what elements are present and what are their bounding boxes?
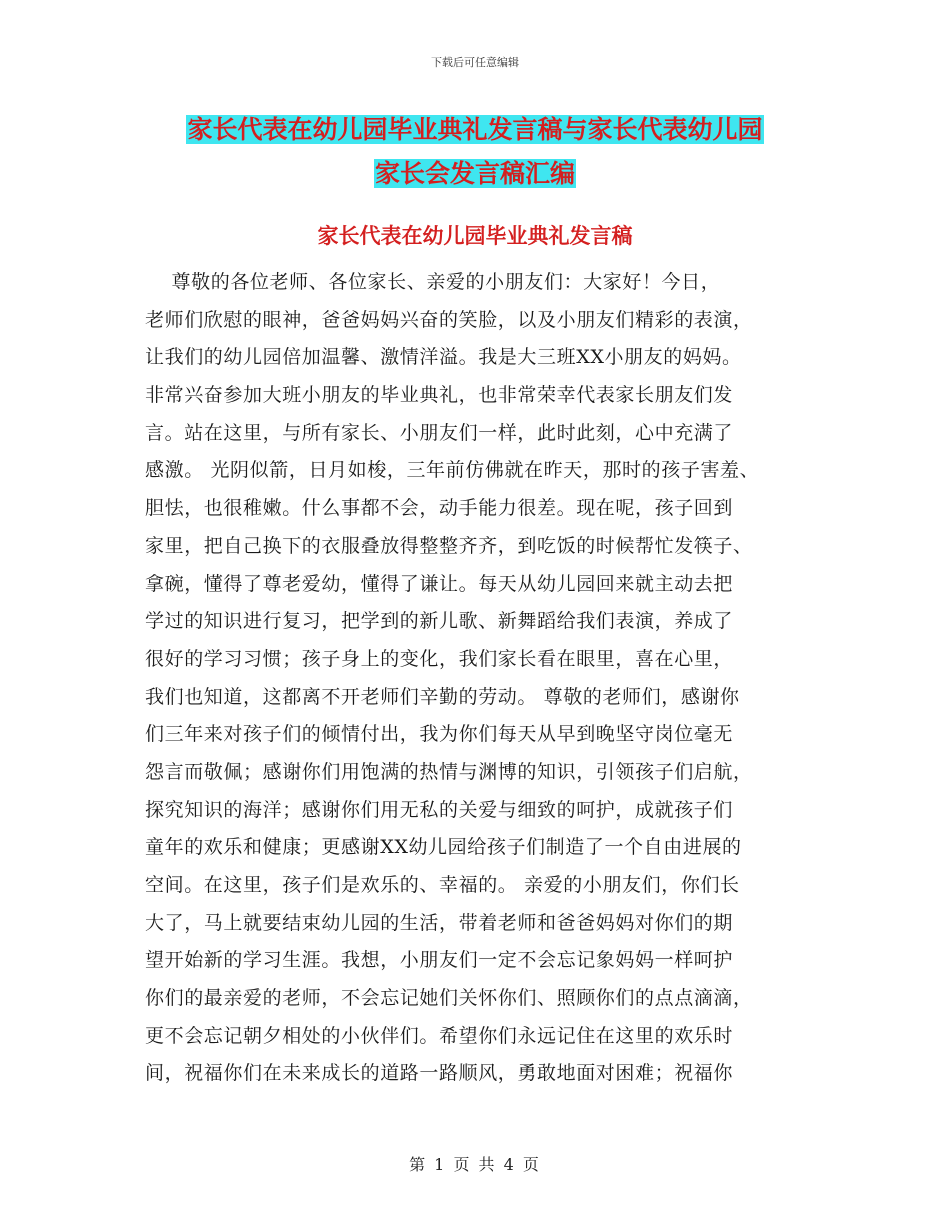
body-line: 望开始新的学习生涯。我想，小朋友们一定不会忘记象妈妈一样呵护 bbox=[145, 949, 734, 972]
body-line: 怨言而敬佩；感谢你们用饱满的热情与渊博的知识，引领孩子们启航， bbox=[145, 760, 753, 783]
document-title-line-1 bbox=[0, 110, 950, 150]
document-title-line-1-text: 家长代表在幼儿园毕业典礼发言稿与家长代表幼儿园 bbox=[187, 115, 763, 144]
body-line: 非常兴奋参加大班小朋友的毕业典礼，也非常荣幸代表家长朋友们发 bbox=[145, 384, 734, 407]
body-line: 我们也知道，这都离不开老师们辛勤的劳动。 尊敬的老师们，感谢你 bbox=[145, 685, 740, 708]
document-title-line-2-text: 家长会发言稿汇编 bbox=[374, 159, 575, 188]
body-line: 空间。在这里，孩子们是欢乐的、幸福的。 亲爱的小朋友们，你们长 bbox=[145, 874, 740, 896]
body-line: 感激。 光阴似箭，日月如梭，三年前仿佛就在昨天，那时的孩子害羞、 bbox=[145, 459, 760, 482]
body-line: 家里，把自己换下的衣服叠放得整整齐齐，到吃饭的时候帮忙发筷子、 bbox=[145, 534, 753, 557]
body-line: 胆怯，也很稚嫩。什么事都不会，动手能力很差。现在呢，孩子回到 bbox=[145, 497, 734, 520]
body-line: 间，祝福你们在未来成长的道路一路顺风，勇敢地面对困难；祝福你 bbox=[145, 1062, 734, 1085]
body-line: 言。站在这里，与所有家长、小朋友们一样，此时此刻，心中充满了 bbox=[145, 421, 734, 444]
body-line: 探究知识的海洋；感谢你们用无私的关爱与细致的呵护，成就孩子们 bbox=[145, 798, 734, 821]
section-title: 家长代表在幼儿园毕业典礼发言稿 bbox=[317, 223, 633, 248]
body-line: 们三年来对孩子们的倾情付出，我为你们每天从早到晚坚守岗位毫无 bbox=[145, 723, 734, 746]
body-line: 更不会忘记朝夕相处的小伙伴们。希望你们永远记住在这里的欢乐时 bbox=[145, 1024, 734, 1047]
document-title-line-2 bbox=[0, 154, 950, 194]
body-line: 你们的最亲爱的老师，不会忘记她们关怀你们、照顾你们的点点滴滴， bbox=[145, 987, 753, 1010]
body-text bbox=[145, 264, 825, 1093]
body-line: 很好的学习习惯；孩子身上的变化，我们家长看在眼里，喜在心里， bbox=[145, 647, 734, 670]
body-line: 尊敬的各位老师、各位家长、亲爱的小朋友们：大家好！今日， bbox=[145, 271, 721, 293]
body-line: 童年的欢乐和健康；更感谢XX幼儿园给孩子们制造了一个自由进展的 bbox=[145, 836, 742, 859]
header-note: 下载后可任意编辑 bbox=[431, 56, 519, 69]
body-line: 老师们欣慰的眼神，爸爸妈妈兴奋的笑脸，以及小朋友们精彩的表演， bbox=[145, 308, 753, 331]
page-footer: 第 1 页 共 4 页 bbox=[409, 1155, 541, 1174]
body-line: 大了，马上就要结束幼儿园的生活，带着老师和爸爸妈妈对你们的期 bbox=[145, 911, 734, 934]
body-line: 拿碗，懂得了尊老爱幼，懂得了谦让。每天从幼儿园回来就主动去把 bbox=[145, 572, 734, 595]
body-line: 学过的知识进行复习，把学到的新儿歌、新舞蹈给我们表演，养成了 bbox=[145, 610, 734, 633]
body-line: 让我们的幼儿园倍加温馨、激情洋溢。我是大三班XX小朋友的妈妈。 bbox=[145, 346, 742, 369]
